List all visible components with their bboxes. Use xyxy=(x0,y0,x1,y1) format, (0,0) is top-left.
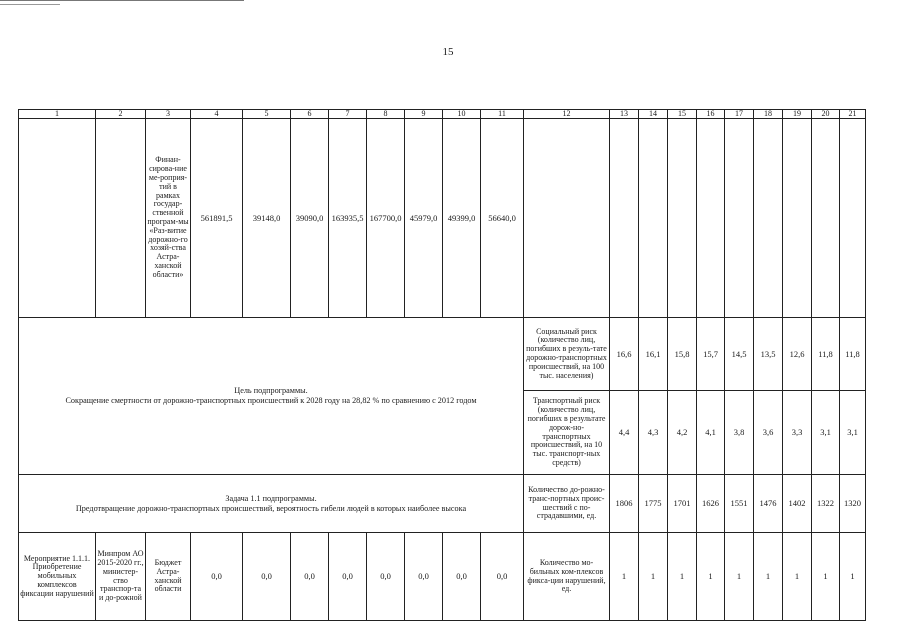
task-value: 1402 xyxy=(783,475,812,533)
header-cell: 19 xyxy=(783,110,812,119)
task-value: 1476 xyxy=(754,475,783,533)
header-cell: 14 xyxy=(639,110,668,119)
measure-target: 1 xyxy=(754,533,783,621)
measure-target: 1 xyxy=(812,533,840,621)
task-value: 1320 xyxy=(840,475,866,533)
header-cell: 11 xyxy=(481,110,524,119)
measure-value: 0,0 xyxy=(291,533,329,621)
financing-value: 167700,0 xyxy=(367,119,405,318)
transport-risk-value: 3,8 xyxy=(725,391,754,475)
measure-target: 1 xyxy=(668,533,697,621)
header-cell: 17 xyxy=(725,110,754,119)
header-cell: 12 xyxy=(524,110,610,119)
transport-risk-value: 4,2 xyxy=(668,391,697,475)
social-risk-row xyxy=(19,318,866,391)
task-cell xyxy=(19,475,524,533)
social-risk-value: 15,7 xyxy=(697,318,725,391)
social-risk-value: 11,8 xyxy=(840,318,866,391)
measure-executor: Минпром АО 2015-2020 гг., министер-ство транспор-та и до-рожной xyxy=(96,533,146,621)
empty-cell xyxy=(754,119,783,318)
social-risk-label: Социальный риск (количество лиц, погибших в резуль-тате дорожно-транспортных происшествий, на 100 тыс. населения) xyxy=(524,318,610,391)
social-risk-value: 11,8 xyxy=(812,318,840,391)
measure-target: 1 xyxy=(639,533,668,621)
task-value: 1775 xyxy=(639,475,668,533)
empty-cell xyxy=(639,119,668,318)
task-value: 1551 xyxy=(725,475,754,533)
social-risk-value: 16,6 xyxy=(610,318,639,391)
transport-risk-value: 4,4 xyxy=(610,391,639,475)
header-cell: 6 xyxy=(291,110,329,119)
measure-name: Мероприятие 1.1.1. Приобретение мобильных комплексов фиксации нарушений xyxy=(19,533,96,621)
empty-cell xyxy=(19,119,96,318)
header-cell: 15 xyxy=(668,110,697,119)
financing-row xyxy=(19,119,866,318)
measure-value: 0,0 xyxy=(243,533,291,621)
measure-value: 0,0 xyxy=(329,533,367,621)
task-value: 1701 xyxy=(668,475,697,533)
scan-top-line xyxy=(0,0,244,1)
social-risk-value: 13,5 xyxy=(754,318,783,391)
measure-value: 0,0 xyxy=(481,533,524,621)
financing-value: 39148,0 xyxy=(243,119,291,318)
header-cell: 7 xyxy=(329,110,367,119)
transport-risk-label: Транспортный риск (количество лиц, погибших в результате дорож-но-транспортных происшествий, на 10 тыс. транспорт-ных средств) xyxy=(524,391,610,475)
empty-cell xyxy=(524,119,610,318)
measure-target: 1 xyxy=(783,533,812,621)
scan-top-line-short xyxy=(0,4,60,5)
task-title: Задача 1.1 подпрограммы. xyxy=(225,493,317,503)
measure-target: 1 xyxy=(697,533,725,621)
header-cell: 20 xyxy=(812,110,840,119)
task-indicator: Количество до-рожно- транс-портных проис-шествий с по-страдавшими, ед. xyxy=(524,475,610,533)
empty-cell xyxy=(840,119,866,318)
financing-value: 561891,5 xyxy=(191,119,243,318)
goal-title: Цель подпрограммы. xyxy=(234,386,308,395)
empty-cell xyxy=(725,119,754,318)
empty-cell xyxy=(96,119,146,318)
measure-target: 1 xyxy=(725,533,754,621)
transport-risk-value: 3,1 xyxy=(840,391,866,475)
task-value: 1806 xyxy=(610,475,639,533)
goal-cell xyxy=(19,318,524,475)
header-cell: 13 xyxy=(610,110,639,119)
header-cell: 3 xyxy=(146,110,191,119)
header-cell: 8 xyxy=(367,110,405,119)
goal-text: Сокращение смертности от дорожно-транспортных происшествий к 2028 году на 28,82 % по сравнению с 2012 годом xyxy=(65,396,477,405)
measure-target: 1 xyxy=(840,533,866,621)
measure-value: 0,0 xyxy=(443,533,481,621)
financing-value: 163935,5 xyxy=(329,119,367,318)
header-cell: 5 xyxy=(243,110,291,119)
header-cell: 1 xyxy=(19,110,96,119)
header-cell: 9 xyxy=(405,110,443,119)
measure-value: 0,0 xyxy=(405,533,443,621)
financing-value: 49399,0 xyxy=(443,119,481,318)
measure-value: 0,0 xyxy=(191,533,243,621)
header-cell: 2 xyxy=(96,110,146,119)
measure-target: 1 xyxy=(610,533,639,621)
social-risk-value: 16,1 xyxy=(639,318,668,391)
financing-description: Финан-сирова-ние ме-роприя-тий в рамках государ-ственной програм-мы «Раз-витие дорожно-го хозяй-ства Астра-ханской области» xyxy=(146,119,191,318)
empty-cell xyxy=(610,119,639,318)
header-cell: 10 xyxy=(443,110,481,119)
measure-indicator: Количество мо-бильных ком-плексов фикса-ции нарушений, ед. xyxy=(524,533,610,621)
task-value: 1322 xyxy=(812,475,840,533)
empty-cell xyxy=(783,119,812,318)
header-cell: 18 xyxy=(754,110,783,119)
header-cell: 16 xyxy=(697,110,725,119)
financing-value: 39090,0 xyxy=(291,119,329,318)
page-number: 15 xyxy=(442,46,454,58)
social-risk-value: 15,8 xyxy=(668,318,697,391)
task-value: 1626 xyxy=(697,475,725,533)
header-cell: 21 xyxy=(840,110,866,119)
measure-source: Бюджет Астра-ханской области xyxy=(146,533,191,621)
measure-row xyxy=(19,533,866,621)
transport-risk-value: 3,6 xyxy=(754,391,783,475)
header-row xyxy=(19,110,866,119)
empty-cell xyxy=(668,119,697,318)
empty-cell xyxy=(812,119,840,318)
empty-cell xyxy=(697,119,725,318)
header-cell: 4 xyxy=(191,110,243,119)
transport-risk-value: 4,1 xyxy=(697,391,725,475)
social-risk-value: 12,6 xyxy=(783,318,812,391)
financing-value: 56640,0 xyxy=(481,119,524,318)
task-text: Предотвращение дорожно-транспортных происшествий, вероятность гибели людей в которых наиболее высока xyxy=(75,503,467,513)
transport-risk-value: 4,3 xyxy=(639,391,668,475)
financing-value: 45979,0 xyxy=(405,119,443,318)
task-row xyxy=(19,475,866,533)
program-table xyxy=(18,109,866,621)
social-risk-value: 14,5 xyxy=(725,318,754,391)
measure-value: 0,0 xyxy=(367,533,405,621)
transport-risk-value: 3,1 xyxy=(812,391,840,475)
transport-risk-value: 3,3 xyxy=(783,391,812,475)
